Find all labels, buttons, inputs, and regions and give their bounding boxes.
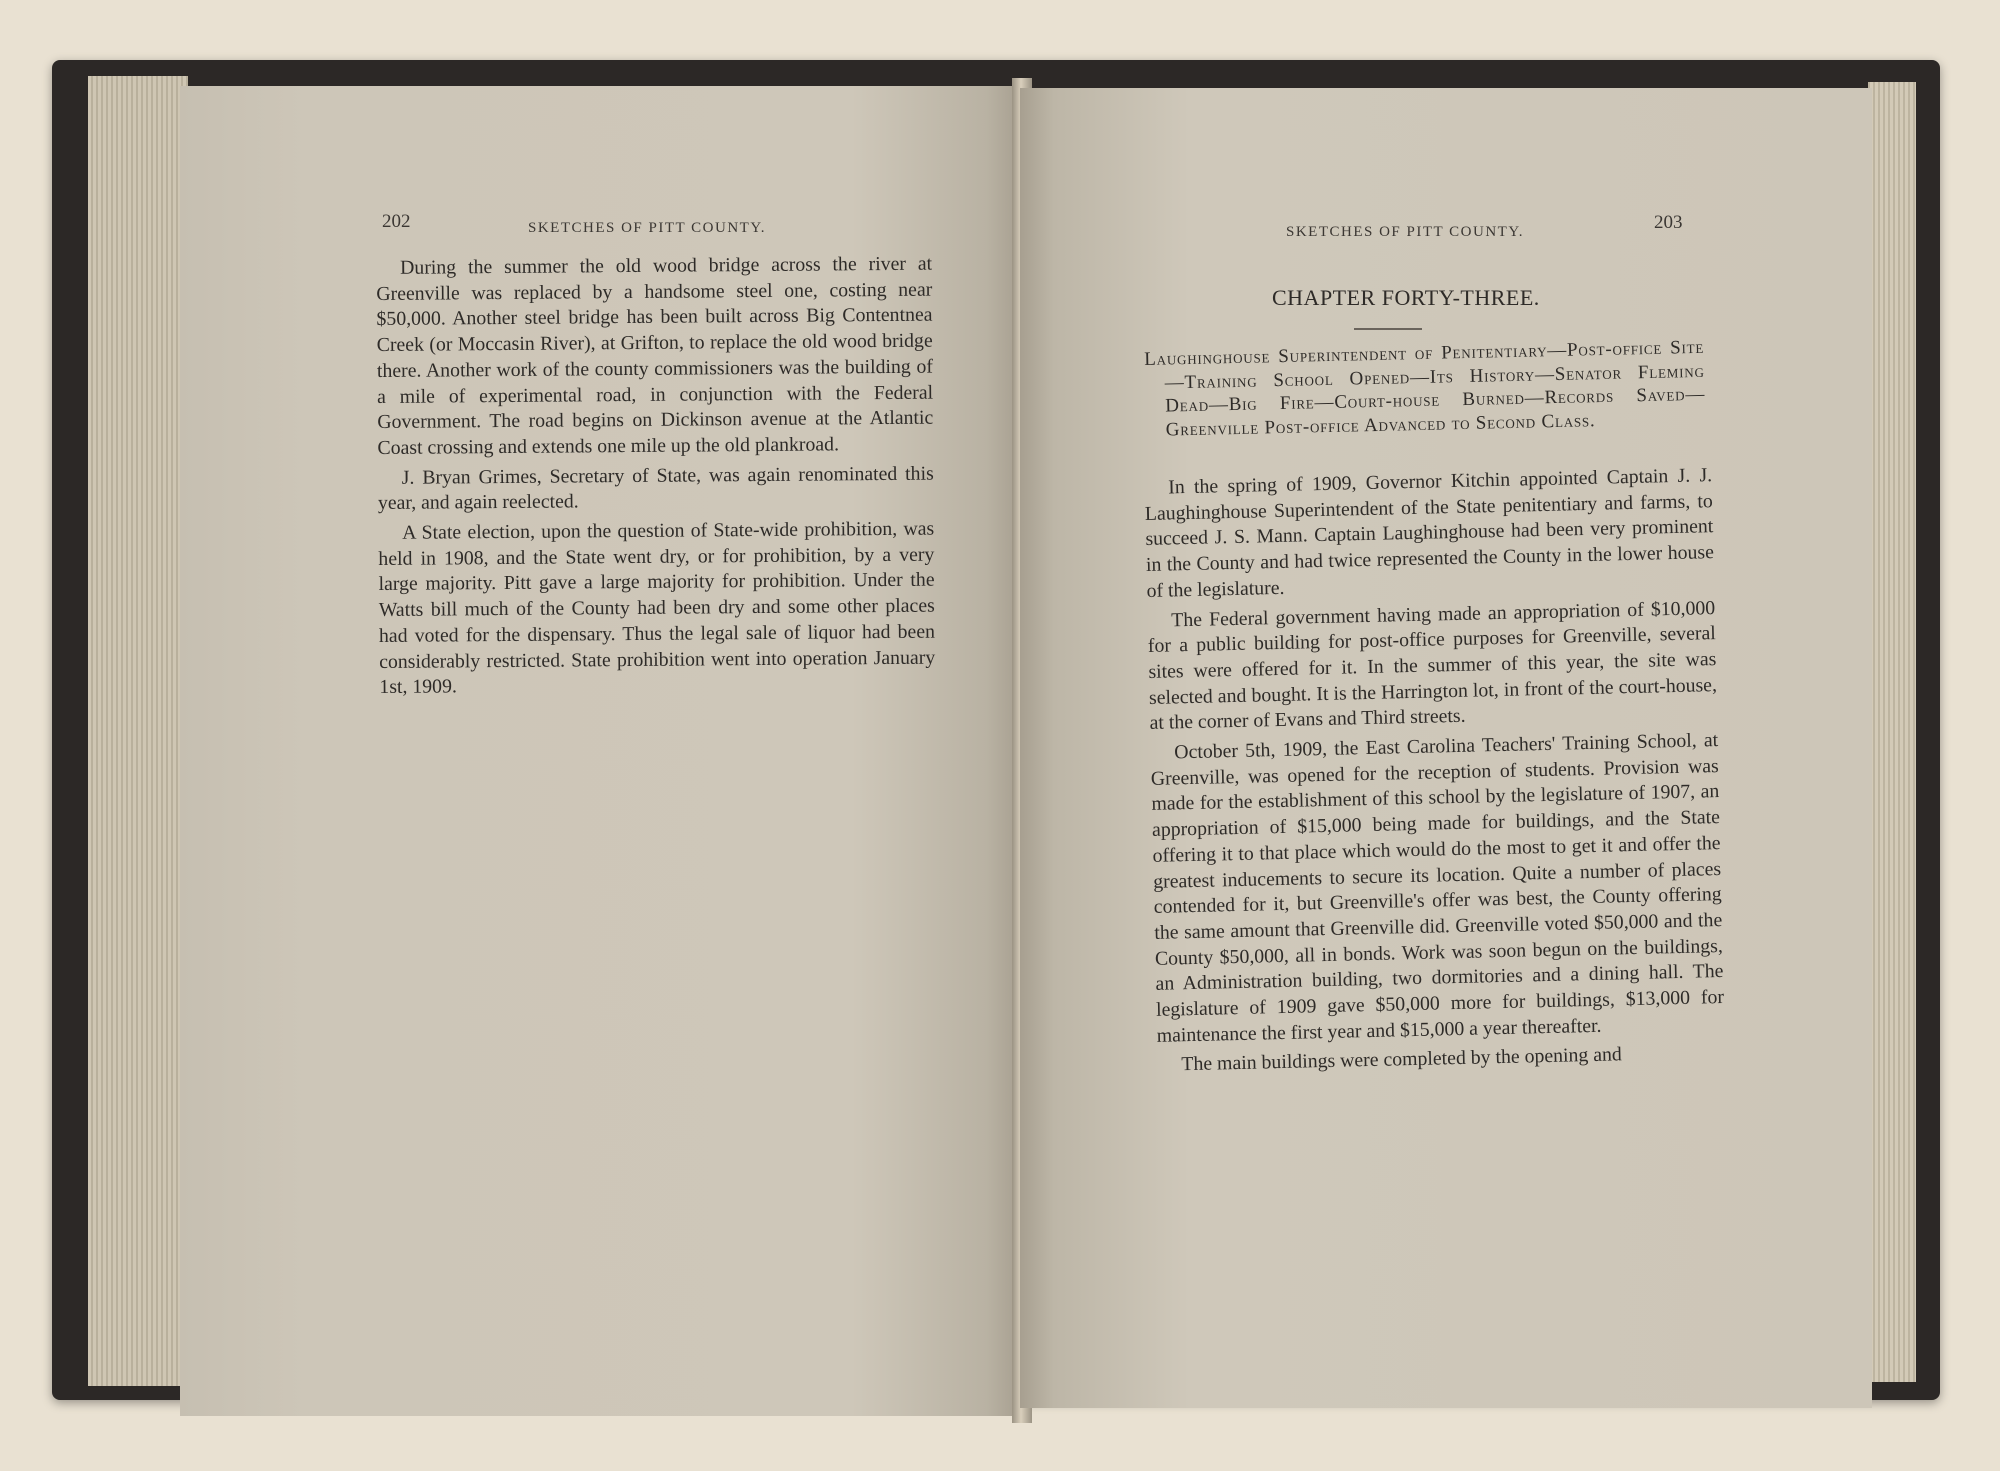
paragraph: In the spring of 1909, Governor Kitchin appointed Captain J. J. Laughinghouse Superintendent of the State penitentiary and farms, to succeed J. S. Mann. Captain Laughinghouse had been very prominent in the County and had twice represented the County in the lower house of the legislature. [1144,464,1715,602]
title-rule [1354,328,1422,330]
running-head: SKETCHES OF PITT COUNTY. [528,220,766,236]
left-page [180,86,1020,1416]
paragraph: A State election, upon the question of State-wide prohibition, was held in 1908, and the State went dry, or for prohibition, by a very large majority. Pitt gave a large majority for prohibition. Under the Watts bill much of the County had been dry and some other places had voted for the dispensary. Thus the legal sale of liquor had been considerably restricted. State prohibition went into operation January 1st, 1909. [378,517,936,699]
paragraph: The main buildings were completed by the opening and [1181,1043,1623,1076]
running-head: SKETCHES OF PITT COUNTY. [1286,224,1524,240]
body-text [1144,463,1726,1083]
page-number: 203 [1654,212,1683,233]
paragraph: J. Bryan Grimes, Secretary of State, was again renominated this year, and again reelected. [377,462,934,515]
paragraph: During the summer the old wood bridge across the river at Greenville was replaced by a handsome steel one, costing near $50,000. Another steel bridge has been built across Big Contentnea Creek (or Moccasin River), at Grifton, to replace the old wood bridge there. Another work of the county commissioners was the building of a mile of experimental road, in conjunction with the Federal Government. The road begins on Dickinson avenue at the Atlantic Coast crossing and extends one mile up the old plankroad. [376,252,934,459]
right-page [1020,88,1872,1408]
paragraph: October 5th, 1909, the East Carolina Teachers' Training School, at Greenville, was opened for the reception of students. Provision was made for the establishment of this school by the legislature of 1907, an appropriation of $15,000 being made for buildings, and the State offering it to that place which would do the most to get it and offer the greatest inducements to secure its location. Quite a number of places contended for it, but Greenville's offer was best, the County offering the same amount that Greenville did. Greenville voted $50,000 and the County $50,000, all in bonds. Work was soon begun on the buildings, an Administration building, two dormitories and a dining hall. The legislature of 1909 gave $50,000 more for buildings, $13,000 for maintenance the first year and $15,000 a year thereafter. [1150,729,1725,1047]
paragraph: The Federal government having made an appropriation of $10,000 for a public building for post-office purposes for Greenville, several sites were offered for it. In the summer of this year, the site was selected and bought. It is the Harrington lot, in front of the court-house, at the corner of Evans and Third streets. [1147,596,1718,735]
page-number: 202 [382,211,411,232]
chapter-synopsis: Laughinghouse Superintendent of Penitentiary—Post-office Site—Training School Opened—Its History—Senator Fleming Dead—Big Fire—Court-house Burned—Records Saved—Greenville Post-office Advanced to Second Class. [1144,336,1706,441]
chapter-title: CHAPTER FORTY-THREE. [1272,285,1540,310]
page-edges-right [1868,82,1916,1382]
page-edges-left [88,76,188,1386]
body-text [376,252,936,705]
